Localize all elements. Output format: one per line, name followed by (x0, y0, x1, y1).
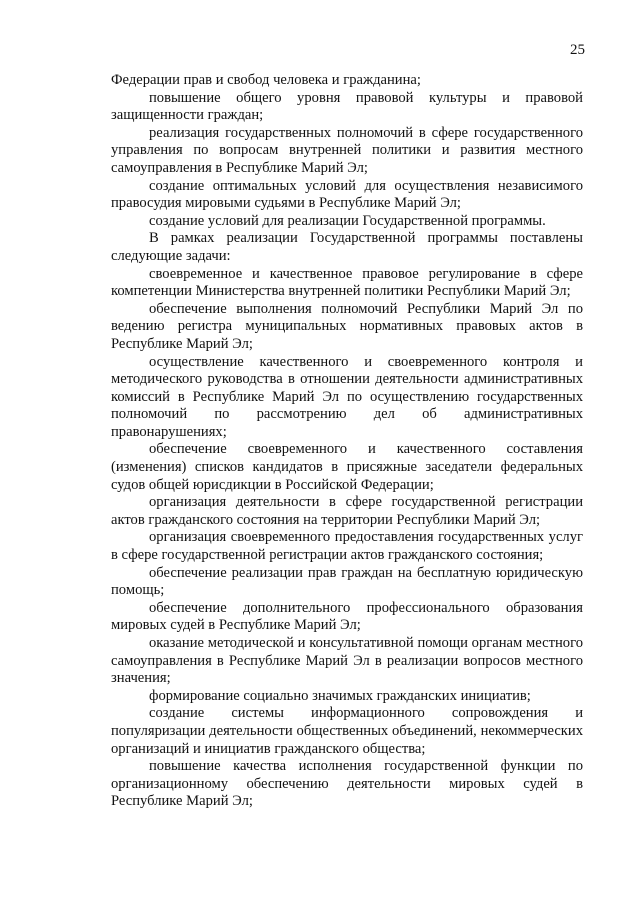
paragraph: формирование социально значимых гражданских инициатив; (149, 687, 531, 704)
paragraph: создание оптимальных условий для осуществления независимого правосудия мировыми судьями в Республике Марий Эл; (111, 177, 583, 212)
paragraph: оказание методической и консультативной помощи органам местного самоуправления в Республике Марий Эл в реализации вопросов местного значения; (111, 635, 583, 687)
page-number: 25 (570, 42, 585, 58)
paragraph: обеспечение дополнительного профессионального образования мировых судей в Республике Марий Эл; (111, 599, 583, 634)
paragraph: организация деятельности в сфере государственной регистрации актов гражданского состояния на территории Республики Марий Эл; (111, 494, 583, 528)
paragraph: повышение общего уровня правовой культуры и правовой защищенности граждан; (111, 89, 583, 124)
paragraph: своевременное и качественное правовое регулирование в сфере компетенции Министерства внутренней политики Республики Марий Эл; (111, 265, 583, 300)
paragraph: Федерации прав и свобод человека и гражданина; (111, 72, 421, 88)
paragraph: осуществление качественного и своевременного контроля и методического руководства в отношении деятельности административных комиссий в Республике Марий Эл по осуществлению государственных полномочий по рассмотрению дел об административных правонарушениях; (111, 353, 583, 440)
paragraph: создание условий для реализации Государственной программы. (149, 212, 546, 229)
paragraph: реализация государственных полномочий в сфере государственного управления по вопросам внутренней политики и развития местного самоуправления в Республике Марий Эл; (111, 124, 583, 176)
paragraph: обеспечение своевременного и качественного составления (изменения) списков кандидатов в присяжные заседатели федеральных судов общей юрисдикции в Российской Федерации; (111, 441, 583, 493)
paragraph: В рамках реализации Государственной программы поставлены следующие задачи: (111, 230, 583, 264)
paragraph: обеспечение выполнения полномочий Республики Марий Эл по ведению регистра муниципальных нормативных правовых актов в Республике Марий Эл; (111, 300, 583, 352)
paragraph: создание системы информационного сопровождения и популяризации деятельности общественных объединений, некоммерческих организаций и инициатив гражданского общества; (111, 705, 583, 757)
paragraph: организация своевременного предоставления государственных услуг в сфере государственной регистрации актов гражданского состояния; (111, 529, 583, 564)
paragraph: повышение качества исполнения государственной функции по организационному обеспечению деятельности мировых судей в Республике Марий Эл; (111, 758, 583, 810)
body-text (111, 72, 583, 811)
paragraph: обеспечение реализации прав граждан на бесплатную юридическую помощь; (111, 564, 583, 599)
